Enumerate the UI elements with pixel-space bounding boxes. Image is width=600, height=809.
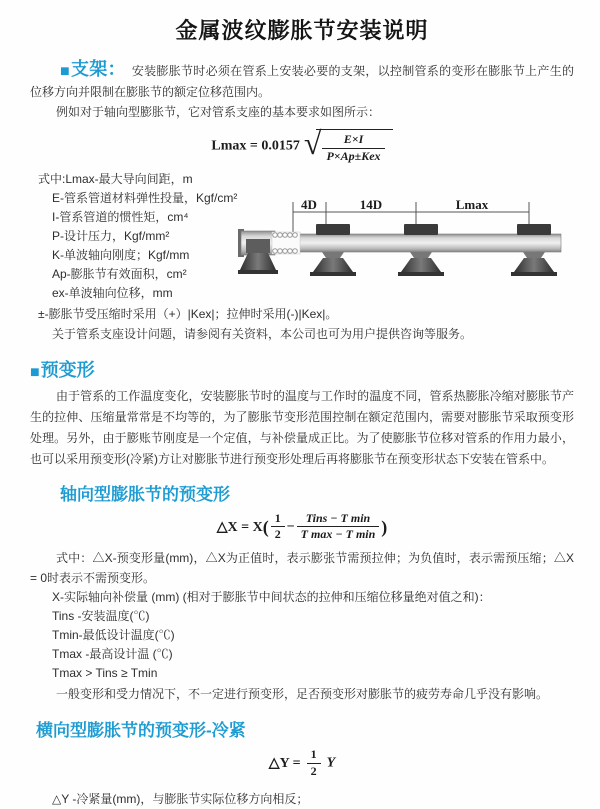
- dim-label-lmax: Lmax: [455, 196, 489, 212]
- axial-item: X-实际轴向补偿量 (mm) (相对于膨胀节中间状态的拉伸和压缩位移量绝对值之和)：: [52, 590, 491, 605]
- lmax-formula: [30, 125, 574, 164]
- consult-note: 关于管系支座设计问题，请参阅有关资料，本公司也可为用户提供咨询等服务。: [52, 326, 473, 341]
- definitions-and-diagram: [30, 170, 574, 304]
- support-intro-text: 安装膨胀节时必须在管系上安装必要的支架，以控制管系的变形在膨胀节上产生的位移方向并限制在膨胀节的额定位移范围内。: [30, 64, 574, 99]
- axial-formula-lhs: △X = X: [216, 519, 263, 535]
- predeform-section-heading: [30, 356, 574, 382]
- lateral-formula-lhs: △Y =: [268, 755, 301, 771]
- axial-item: Tins -安装温度(℃): [52, 609, 150, 624]
- axial-subheading: 轴向型膨胀节的预变形: [60, 484, 230, 504]
- definition-line: E-管系管道材料弹性投量，Kgf/cm²: [52, 190, 238, 205]
- sqrt-fraction-denominator: P×Ap±Kex: [326, 148, 381, 163]
- definition-line: I-管系管道的惯性矩，cm⁴: [52, 209, 189, 224]
- half-fraction: $\frac{1}{2}$: [307, 748, 321, 779]
- sqrt-expression: [303, 125, 393, 164]
- radical-sign: √: [303, 125, 322, 162]
- pipe-support-diagram: [238, 196, 598, 292]
- lateral-formula: [30, 748, 574, 779]
- axial-formula: [30, 512, 574, 543]
- axial-item: Tmin-最低设计温度(℃): [52, 628, 175, 643]
- temperature-fraction: $\frac{\text{Tins − T min}}{\text{T max − T min}}$: [297, 512, 380, 543]
- plus-minus-note: ±-膨胀节受压缩时采用（+）|Kex|；拉伸时采用(-)|Kex|。: [38, 306, 338, 321]
- bellows-section: [272, 232, 300, 254]
- section-square-icon: ■: [30, 363, 40, 381]
- dim-label-4d: 4D: [301, 196, 317, 212]
- axial-item: Tmax > Tins ≥ Tmin: [52, 666, 158, 681]
- definition-line: ex-单波轴向位移，mm: [52, 285, 173, 300]
- half-fraction: $\frac{1}{2}$: [271, 512, 285, 543]
- section-square-icon: ■: [60, 63, 70, 80]
- lmax-formula-lhs: Lmax = 0.0157: [211, 138, 300, 154]
- lateral-note: △Y -冷紧量(mm)，与膨胀节实际位移方向相反；: [52, 791, 309, 806]
- page-title: 金属波纹膨胀节安装说明: [175, 18, 429, 43]
- axial-closing-note: 一般变形和受力情况下，不一定进行预变形，足否预变形对膨胀节的疲劳寿命几乎没有影响。: [56, 687, 549, 702]
- support-section-heading: 支架：: [70, 59, 126, 79]
- open-paren: (: [262, 516, 269, 537]
- predeform-paragraph: 由于管系的工作温度变化，安装膨胀节时的温度与工作时的温度不同，管系热膨胀冷缩对膨胀节产生的拉伸、压缩量常常是不均等的，为了膨胀节变形范围控制在额定范围内，需要对膨胀节采取预变形处理。另外，由于膨账节刚度是一个定值，与补偿量成正比。为了使膨胀节位移对管系的作用力最小，也可以采用预变形(冷紧)方让对膨胀节进行预变形处理后再将膨胀节在预变形状态下安装在管系中。: [30, 388, 574, 466]
- definition-line: Ap-膨胀节有效面积，cm²: [52, 266, 187, 281]
- axial-legend: 式中：△X-预变形量(mm)，△X为正值时，表示膨张节需预拉伸；为负值时，表示需预压缩；△X = 0时表示不需预变形。: [30, 551, 574, 586]
- definition-line: K-单波轴向刚度；Kgf/mm: [52, 247, 190, 262]
- definition-line: P-设计压力，Kgf/mm²: [52, 228, 170, 243]
- sqrt-fraction-numerator: E×I: [322, 133, 384, 149]
- lateral-formula-rhs: Y: [326, 755, 336, 771]
- support-paragraph: [30, 59, 574, 102]
- lateral-subheading: 横向型膨胀节的预变形-冷紧: [36, 721, 246, 741]
- minus-operator: −: [286, 518, 295, 534]
- support-example-line: 例如对于轴向型膨胀节，它对管系支座的基本要求如图所示：: [56, 105, 381, 119]
- definition-line: 式中:Lmax-最大导向间距，m: [38, 171, 193, 186]
- close-paren: ): [381, 516, 388, 537]
- dim-label-14d: 14D: [359, 196, 383, 212]
- predeform-heading-label: 预变形: [40, 359, 95, 380]
- sqrt-fraction: [322, 133, 384, 164]
- axial-item: Tmax -最高设计温 (℃): [52, 647, 173, 662]
